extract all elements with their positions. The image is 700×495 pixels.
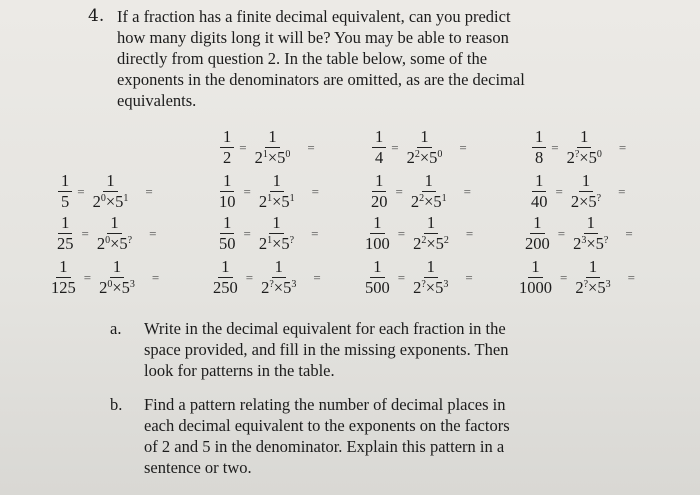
table-cell-c4-r4 [516,258,635,297]
fraction: $\frac{1}{500}$ [365,257,390,297]
question-line: equivalents. [117,91,197,110]
exponent: 2 [419,193,425,204]
part-b-line: of 2 and 5 in the denominator. Explain this pattern in a [144,437,505,456]
equals-sign: = [557,225,566,241]
factored-fraction: $\frac{1}{2^2\times 5^2}$ [413,213,449,253]
exponent: 1 [267,193,273,204]
equals-sign: = [618,139,627,155]
equals-sign: = [618,183,626,199]
fraction: $\frac{1}{20}$ [371,171,388,211]
part-b-line: sentence or two. [144,458,252,477]
equals-sign: = [555,183,563,199]
part-a-label: a. [110,319,122,338]
equals-sign: = [313,269,321,285]
exponent: 0 [596,149,602,160]
equals-sign: = [459,139,467,155]
part-a-line: Write in the decimal equivalent for each fraction in the [144,319,506,338]
exponent: ? [596,193,602,204]
question-line: how many digits long it will be? You may be able to reason [117,28,509,47]
factored-fraction: $\frac{1}{2\times 5^?}$ [570,171,602,211]
exponent: 0 [285,149,291,160]
fraction: $\frac{1}{4}$ [372,128,386,167]
exponent: 1 [289,193,295,204]
exponent: 2 [421,235,427,246]
equals-sign: = [81,225,89,241]
equals-sign: = [465,225,474,241]
part-a-line: look for patterns in the table. [144,361,335,380]
fraction: $\frac{1}{5}$ [58,172,72,211]
exponent: 1 [441,193,447,204]
factored-fraction: $\frac{1}{2^0\times 5^1}$ [92,171,129,211]
exponent: ? [603,235,609,246]
table-cell-c2-r1 [220,128,315,167]
table-cell-c2-r3 [216,214,318,253]
part-b-line: each decimal equivalent to the exponents on the factors [144,416,510,435]
table-cell-c2-r2 [216,172,319,211]
exponent: 0 [105,235,111,246]
factored-fraction: $\frac{1}{2^1\times 5^?}$ [258,213,295,253]
exponent: ? [269,279,274,290]
factored-fraction: $\frac{1}{2^?\times 5^0}$ [566,127,602,167]
fraction: $\frac{1}{10}$ [219,171,236,211]
exponent: 1 [267,235,273,246]
exponent: ? [574,149,580,160]
part-a-line: space provided, and fill in the missing exponents. Then [144,340,509,359]
equals-sign: = [560,269,568,285]
equals-sign: = [551,139,559,155]
equals-sign: = [397,225,406,241]
exponent: 3 [443,279,449,290]
equals-sign: = [463,183,471,199]
part-b-label: b. [110,395,123,414]
table-cell-c4-r2 [528,172,625,211]
factored-fraction: $\frac{1}{2^?\times 5^3}$ [413,257,449,297]
exponent: 3 [581,235,587,246]
fraction: $\frac{1}{2}$ [220,128,234,167]
table-cell-c1-r3 [54,214,156,253]
fraction: $\frac{1}{125}$ [51,257,76,297]
question-number: 4. [88,6,105,26]
table-cell-c1-r4 [48,258,159,297]
table-cell-c1-r2 [58,172,153,211]
equals-sign: = [145,183,153,199]
fraction: $\frac{1}{100}$ [365,213,390,253]
question-line: directly from question 2. In the table below, some of the [117,49,488,68]
fraction: $\frac{1}{250}$ [213,257,238,297]
exponent: 0 [100,193,106,204]
equals-sign: = [243,225,251,241]
fraction: $\frac{1}{1000}$ [519,257,552,297]
table-cell-c4-r3 [522,214,633,253]
fraction: $\frac{1}{8}$ [532,128,546,167]
equals-sign: = [239,139,247,155]
equals-sign: = [397,269,406,285]
table-cell-c3-r1 [372,128,467,167]
fraction: $\frac{1}{25}$ [57,213,74,253]
factored-fraction: $\frac{1}{2^0\times 5^3}$ [99,257,135,297]
factored-fraction: $\frac{1}{2^1\times 5^1}$ [258,171,295,211]
factored-fraction: $\frac{1}{2^?\times 5^3}$ [261,257,297,297]
equals-sign: = [311,183,319,199]
exponent: 3 [291,279,297,290]
table-cell-c3-r3 [362,214,473,253]
equals-sign: = [391,139,399,155]
part-b-text [144,394,584,478]
equals-sign: = [243,183,251,199]
exponent: 3 [605,279,611,290]
equals-sign: = [77,183,85,199]
equals-sign: = [627,269,635,285]
table-cell-c4-r1 [532,128,626,167]
equals-sign: = [83,269,92,285]
table-cell-c3-r2 [368,172,471,211]
exponent: 3 [129,279,135,290]
fraction: $\frac{1}{50}$ [219,213,236,253]
exponent: 0 [437,149,443,160]
equals-sign: = [245,269,254,285]
exponent: ? [127,235,133,246]
exponent: 2 [414,149,420,160]
factored-fraction: $\frac{1}{2^?\times 5^3}$ [575,257,611,297]
fraction: $\frac{1}{200}$ [525,213,550,253]
fraction: $\frac{1}{40}$ [531,171,548,211]
factored-fraction: $\frac{1}{2^2\times 5^0}$ [406,127,443,167]
equals-sign: = [395,183,403,199]
question-text [117,6,577,111]
equals-sign: = [151,269,160,285]
factored-fraction: $\frac{1}{2^0\times 5^?}$ [96,213,133,253]
equals-sign: = [149,225,157,241]
factored-fraction: $\frac{1}{2^3\times 5^?}$ [573,213,609,253]
exponent: 1 [123,193,129,204]
part-b-line: Find a pattern relating the number of decimal places in [144,395,506,414]
table-cell-c2-r4 [210,258,321,297]
part-a-text [144,318,584,381]
exponent: ? [421,279,426,290]
exponent: 1 [262,149,268,160]
table-cell-c3-r4 [362,258,473,297]
exponent: 0 [107,279,113,290]
exponent: ? [289,235,295,246]
question-line: exponents in the denominators are omitted, as are the decimal [117,70,525,89]
exponent: ? [583,279,589,290]
equals-sign: = [465,269,473,285]
equals-sign: = [311,225,319,241]
equals-sign: = [307,139,315,155]
exponent: 2 [443,235,449,246]
factored-fraction: $\frac{1}{2^1\times 5^0}$ [254,127,291,167]
factored-fraction: $\frac{1}{2^2\times 5^1}$ [410,171,447,211]
equals-sign: = [625,225,633,241]
question-line: If a fraction has a finite decimal equivalent, can you predict [117,7,511,26]
